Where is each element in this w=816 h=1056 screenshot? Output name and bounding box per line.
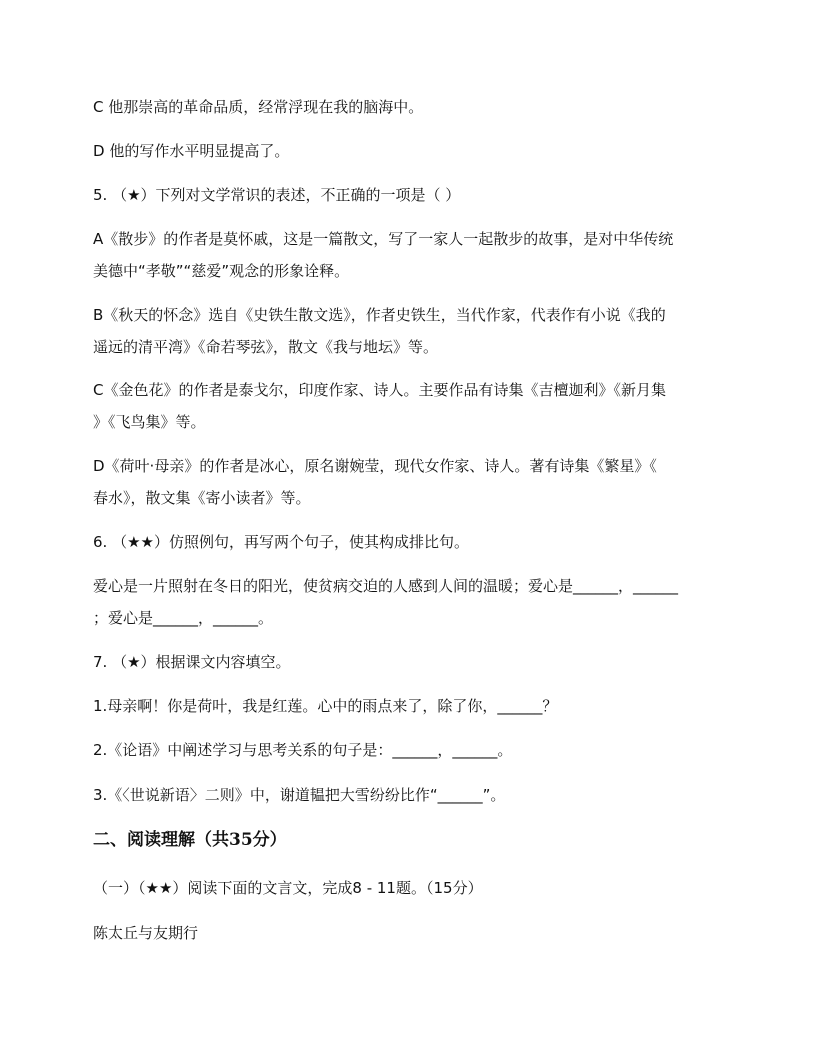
q5-option-b-line1: B《秋天的怀念》选自《史铁生散文选》，作者史铁生，当代作家，代表作有小说《我的 [93,306,666,324]
q7-item-3: 3.《〈世说新语〉二则》中，谢道韫把大雪纷纷比作“______”。 [93,786,506,804]
q7-item-1: 1.母亲啊！你是荷叶，我是红莲。心中的雨点来了，除了你，______？ [93,697,558,715]
q4-option-d: D 他的写作水平明显提高了。 [93,142,290,160]
q5-option-d-line2: 春水》，散文集《寄小读者》等。 [93,489,311,507]
q6-line1: 爱心是一片照射在冬日的阳光，使贫病交迫的人感到人间的温暖；爱心是______，______ [93,577,679,595]
q5-stem: 5. （★）下列对文学常识的表述，不正确的一项是（ ） [93,186,461,204]
q5-option-c-line1: C《金色花》的作者是泰戈尔，印度作家、诗人。主要作品有诗集《吉檀迦利》《新月集 [93,381,666,399]
q5-option-a-line2: 美德中“孝敬”“慈爱”观念的形象诠释。 [93,262,350,280]
q5-option-c-line2: 》《飞鸟集》等。 [93,413,206,431]
section-heading: 二、阅读理解（共35分） [93,830,287,850]
q5-option-d-line1: D《荷叶·母亲》的作者是冰心，原名谢婉莹，现代女作家、诗人。著有诗集《繁星》《 [93,457,657,475]
passage-title: 陈太丘与友期行 [93,924,199,942]
q5-option-a-line1: A《散步》的作者是莫怀戚，这是一篇散文，写了一家人一起散步的故事，是对中华传统 [93,230,674,248]
q4-option-c: C 他那崇高的革命品质，经常浮现在我的脑海中。 [93,98,424,116]
section-subheading: （一）（★★）阅读下面的文言文，完成8 - 11题。（15分） [93,879,483,897]
q7-item-2: 2.《论语》中阐述学习与思考关系的句子是：______，______。 [93,741,513,759]
q6-stem: 6. （★★）仿照例句，再写两个句子，使其构成排比句。 [93,533,469,551]
q6-line2: ；爱心是______，______。 [93,609,274,627]
q5-option-b-line2: 遥远的清平湾》《命若琴弦》，散文《我与地坛》等。 [93,338,439,356]
q7-stem: 7. （★）根据课文内容填空。 [93,653,291,671]
